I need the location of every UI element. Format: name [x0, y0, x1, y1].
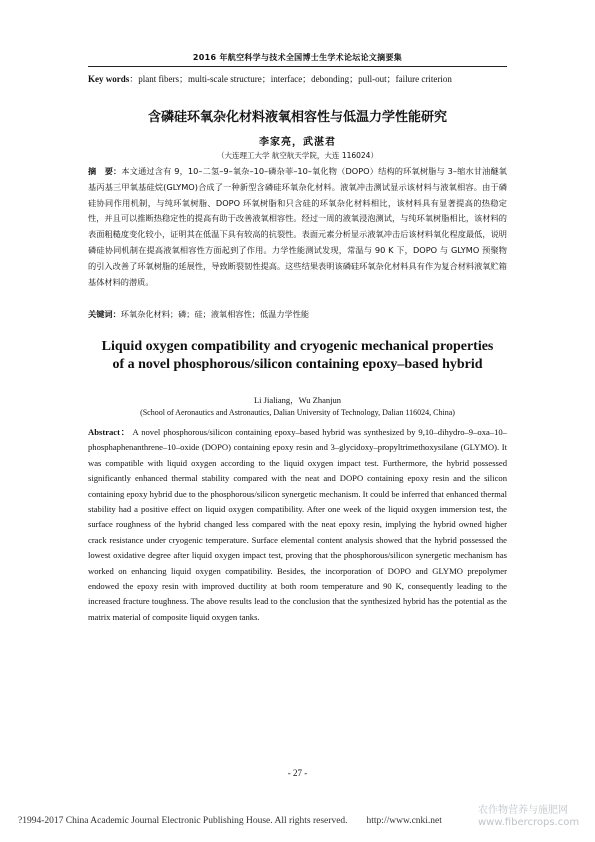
- en-authors: Li Jialiang，Wu Zhanjun: [253, 395, 341, 405]
- cn-keywords-text: 环氧杂化材料；磷；硅；液氧相容性；低温力学性能: [120, 309, 310, 319]
- cn-keywords: [88, 307, 507, 321]
- previous-keywords: [88, 73, 507, 85]
- cn-keywords-label: 关键词：: [88, 309, 121, 319]
- cn-abstract-label: 摘 要：: [88, 166, 122, 176]
- en-abstract-text: A novel phosphorous/silicon containing epoxy–based hybrid was synthesized by 9,10–dihydro–9–oxa–10–phosphaphenanthrene–10–oxide (DOPO) containing epoxy resin and 3–glycidoxy–propyltrimethoxysilane (GLYMO). It was compatible with liquid oxygen according to the liquid oxygen impact test. Furthermore, the hybrid possessed significantly enhanced thermal stability compared with the neat and DOPO containing epoxy resin and the silicon containing epoxy hybrid due to the phosphorous/silicon synergetic mechanism. It could be inferred that enhanced thermal stability had a positive effect on liquid oxygen compatibility. After one week of the liquid oxygen immersion test, the surface roughness of the hybrid changed less compared with the neat epoxy resin, implying the hybrid owned higher crack resistance under cryogenic temperature. Surface elemental content analysis showed that the hybrid possessed the lowest oxidative degree after liquid oxygen impact test, proving that the phosphorous/silicon synergetic mechanism has worked on enhancing liquid oxygen compatibility. Besides, the incorporation of DOPO and GLYMO prepolymer endowed the epoxy resin with improved ductility at both room temperature and 90 K, consequently leading to the increased fracture toughness. The above results lead to the conclusion that the synthesized hybrid has the potential as the matrix material of composite liquid oxygen tanks.: [88, 427, 507, 622]
- cn-abstract-text: 本文通过含有 9，10–二氢–9–氧杂–10–磷杂菲–10–氧化物（DOPO）结构的环氧树脂与 3–缩水甘油醚氧基丙基三甲氧基硅烷(GLYMO)合成了一种新型含磷硅环氧杂化材料。液氧冲击测试显示该材料与液氧相容。由于磷硅协同作用机制，与纯环氧树脂、DOPO 环氧树脂和只含硅的环氧杂化材料相比，该材料具有显著提高的热稳定性，并且可以推断热稳定性的提高有助于改善液氧相容性。经过一周的液氧浸泡测试，与纯环氧树脂相比，该材料的表面粗糙度变化较小，证明其在低温下具有较高的抗裂性。表面元素分析显示液氧冲击后该材料氧化程度最低，说明磷硅协同机制在提高液氧相容性方面起到了作用。力学性能测试发现，常温与 90 K 下，DOPO 与 GLYMO 预聚物的引入改善了环氧树脂的延展性，导致断裂韧性提高。这些结果表明该磷硅环氧杂化材料具有作为复合材料液氧贮箱基体材料的潜质。: [88, 166, 507, 287]
- header-rule: [88, 66, 507, 67]
- en-affiliation: (School of Aeronautics and Astronautics, Dalian University of Technology, Dalian 116024, China): [140, 408, 455, 417]
- cn-title: 含磷硅环氧杂化材料液氧相容性与低温力学性能研究: [147, 110, 447, 125]
- watermark-cn: 农作物营养与施肥网: [478, 805, 568, 816]
- en-title: Liquid oxygen compatibility and cryogenic mechanical properties of a novel phosphorous/silicon containing epoxy–based hybrid: [101, 339, 494, 372]
- previous-keywords-text: ：plant fibers；multi-scale structure；interface；debonding；pull-out；failure criterion: [129, 74, 452, 84]
- page-number: - 27 -: [287, 768, 308, 778]
- en-abstract: [88, 425, 507, 625]
- footer-copyright: ?1994-2017 China Academic Journal Electronic Publishing House. All rights reserved. http://www.cnki.net: [18, 816, 442, 826]
- cn-affiliation: （大连理工大学 航空航天学院，大连 116024）: [217, 151, 378, 160]
- cn-abstract: [88, 164, 507, 290]
- running-header: 2016 年航空科学与技术全国博士生学术论坛论文摘要集: [192, 53, 403, 62]
- cn-authors: 李家亮，武湛君: [259, 137, 336, 148]
- footer-watermark: [478, 805, 579, 829]
- watermark-url: www.fibercrops.com: [478, 817, 580, 828]
- en-abstract-label: Abstract：: [88, 427, 131, 437]
- previous-keywords-label: Key words: [88, 74, 130, 84]
